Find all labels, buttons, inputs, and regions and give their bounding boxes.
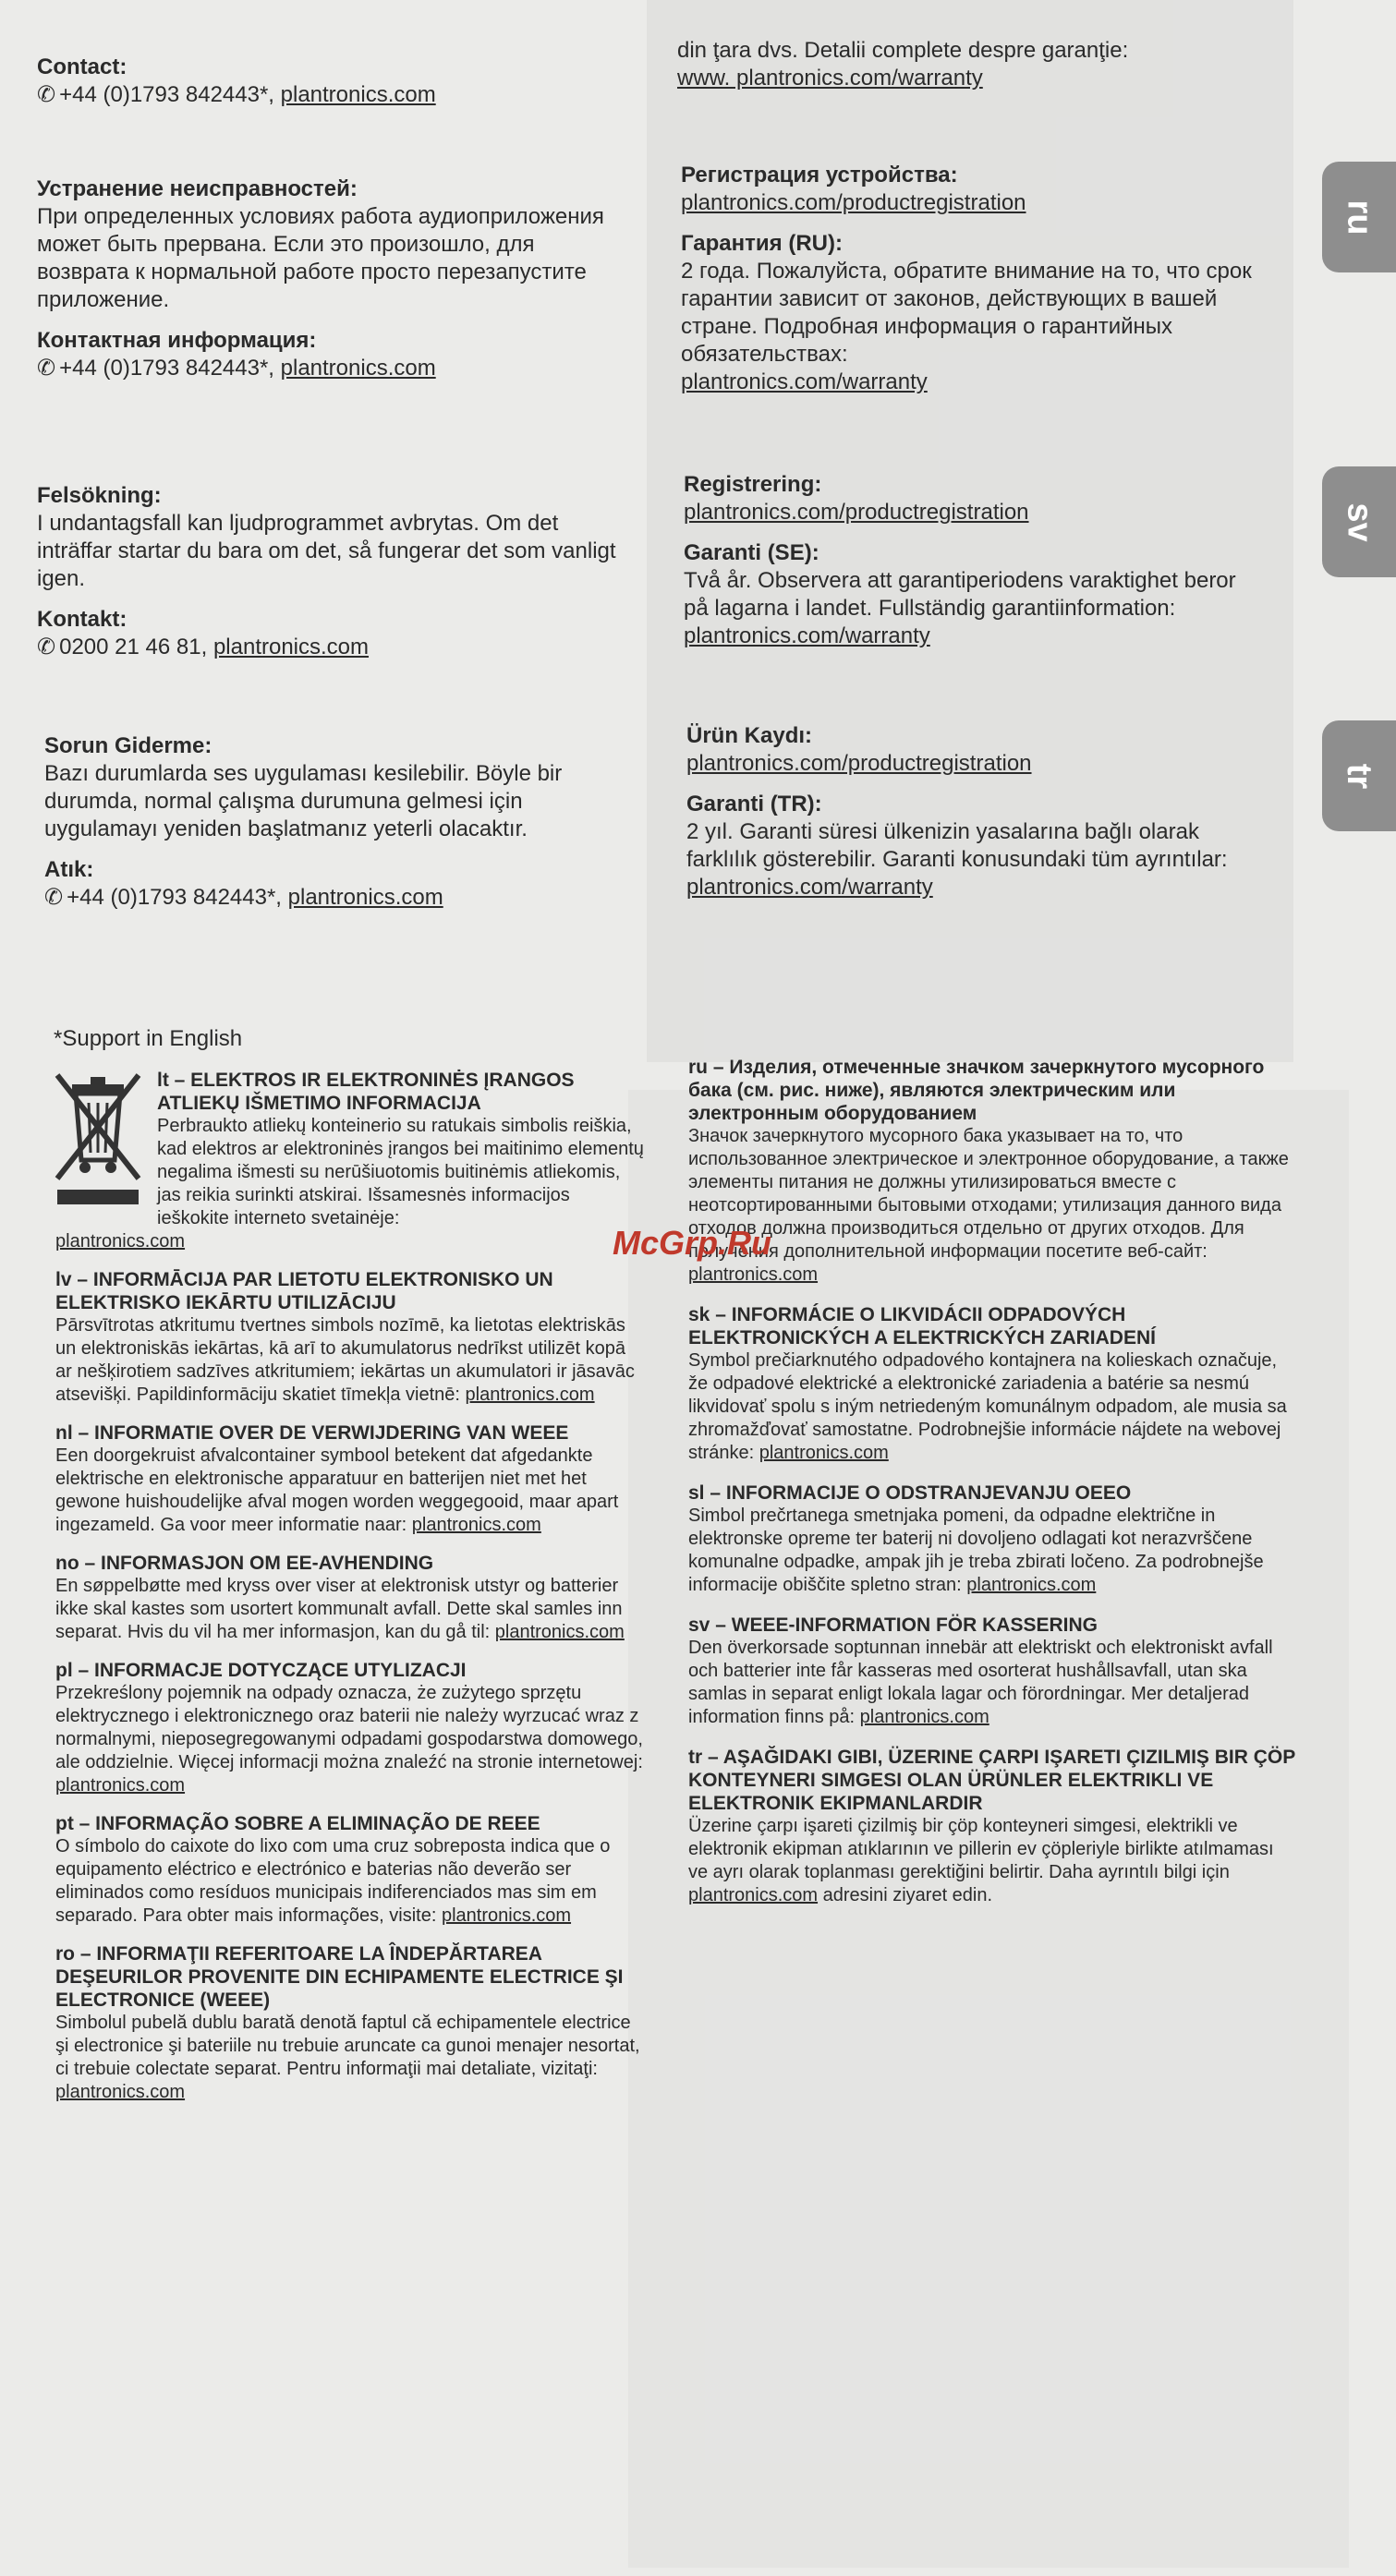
weee-text: Значок зачеркнутого мусорного бака указывает на то, что использованное электрическое и электронное оборудование, а также элементы питания не должны утилизироваться вместе с неотсортированными бытовыми отходами; утилизация данного вида отходов должна производиться отдельно от других отходов. Для получения дополнительной информации посетите веб-сайт:: [688, 1126, 1289, 1262]
registration-link[interactable]: plantronics.com/productregistration: [681, 190, 1026, 215]
weee-section-no: [55, 1552, 647, 1644]
weee-link[interactable]: plantronics.com: [859, 1707, 989, 1727]
weee-text: O símbolo do caixote do lixo com uma cruz sobreposta indica que o equipamento eléctrico e electrónico e baterias não deverão ser eliminados como resíduos municipais indiferenciados mas sim em separado. Para obter mais informações, visite:: [55, 1836, 611, 1926]
phone-icon: ✆: [37, 356, 56, 381]
troubleshooting-sv: [37, 482, 628, 661]
weee-column-left: [55, 1069, 647, 2104]
weee-heading: sl – INFORMACIJE O ODSTRANJEVANJU OEEO: [688, 1482, 1132, 1504]
contact-heading: Atık:: [44, 857, 94, 882]
warranty-text: Två år. Observera att garantiperiodens varaktighet beror på lagarna i landet. Fullständig garantiinformation:: [684, 568, 1236, 621]
weee-text: Simbolul pubelă dublu barată denotă faptul că echipamentele electrice şi electronice şi bateriile nu trebuie aruncate ca gunoi menajer nesortat, ci trebuie colectate separat. Pentru informaţii mai detaliate, vizitaţi:: [55, 2013, 640, 2079]
weee-link[interactable]: plantronics.com: [759, 1443, 889, 1463]
watermark: McGrp.Ru: [613, 1224, 772, 1262]
weee-link[interactable]: plantronics.com: [411, 1515, 541, 1535]
weee-link[interactable]: plantronics.com: [465, 1385, 595, 1405]
weee-text: Den överkorsade soptunnan innebär att elektriskt och elektroniskt avfall och batterier inte får kasseras med osorterat hushållsavfall, utan ska samlas in separat enligt lokala lagar och förordningar. Mer detaljerad information finns på:: [688, 1638, 1273, 1727]
weee-section-lt: [55, 1069, 647, 1230]
weee-heading: ru – Изделия, отмеченные значком зачеркнутого мусорного бака (см. рис. ниже), являются электрическим или электронным оборудованием: [688, 1057, 1265, 1124]
weee-link[interactable]: plantronics.com: [55, 2082, 186, 2102]
weee-section-ru: [688, 1056, 1298, 1287]
tab-tr: [1322, 720, 1396, 831]
phone-icon: ✆: [37, 635, 56, 659]
registration-sv: [684, 471, 1266, 650]
weee-heading: sv – WEEE-INFORMATION FÖR KASSERING: [688, 1615, 1098, 1636]
weee-section-sv: [688, 1614, 1298, 1729]
warranty-heading: Garanti (SE):: [684, 540, 819, 565]
weee-text: Symbol prečiarknutého odpadového kontajnera na kolieskach označuje, že odpadové elektrické a elektronické zariadenia a batérie sa nesmú likvidovať spolu s iným netriedeným komunálnym odpadom, ale musia sa zhromažďovať samostatne. Podrobnejšie informácie nájdete na webovej stránke:: [688, 1350, 1287, 1463]
warranty-heading: Гарантия (RU):: [681, 231, 843, 256]
weee-link[interactable]: plantronics.com: [966, 1575, 1097, 1595]
contact-link[interactable]: plantronics.com: [280, 82, 436, 107]
registration-ru: [681, 162, 1263, 396]
registration-tr: [686, 722, 1269, 901]
weee-heading: nl – INFORMATIE OVER DE VERWIJDERING VAN WEEE: [55, 1422, 569, 1444]
contact-line: [37, 355, 628, 382]
weee-link[interactable]: plantronics.com: [55, 1231, 186, 1252]
support-note: *Support in English: [54, 1026, 243, 1051]
weee-link[interactable]: plantronics.com: [688, 1885, 819, 1905]
warranty-link[interactable]: plantronics.com/warranty: [684, 623, 930, 648]
warranty-link[interactable]: www. plantronics.com/warranty: [677, 66, 983, 91]
contact-block-top: [37, 54, 628, 109]
registration-heading: Ürün Kaydı:: [686, 723, 813, 748]
weee-section-sl: [688, 1482, 1298, 1597]
weee-link[interactable]: plantronics.com: [688, 1264, 819, 1285]
phone-icon: ✆: [37, 82, 56, 107]
registration-heading: Регистрация устройства:: [681, 163, 958, 187]
weee-heading: pl – INFORMACJE DOTYCZĄCE UTYLIZACJI: [55, 1660, 467, 1681]
phone-number: 0200 21 46 81,: [59, 635, 213, 659]
weee-text: Perbraukto atliekų konteinerio su ratukais simbolis reiškia, kad elektros ar elektroninės įrangos bei maitinimo elementų negalima išmesti su nerūšiuotomis buitinėmis atliekomis, jas reikia surinkti atskirai. Išsamesnės informacijos ieškokite interneto svetainėje:: [157, 1116, 644, 1228]
weee-text: Przekreślony pojemnik na odpady oznacza, że zużytego sprzętu elektrycznego i elektronicznego oraz baterii nie należy wyrzucać wraz z normalnymi, nieposegregowanymi odpadami gospodarstwa domowego, ale oddzielnie. Więcej informacji można znaleźć na stronie internetowej:: [55, 1683, 643, 1772]
weee-text: Üzerine çarpı işareti çizilmiş bir çöp konteyneri simgesi, elektrikli ve elektronik ekipman atıklarının ve pillerin ev çöpleriyle birlikte atılmaması ve ayrı olarak toplanması gerektiğini belirtir. Daha ayrıntılı bilgi için: [688, 1816, 1274, 1882]
contact-link[interactable]: plantronics.com: [287, 885, 443, 910]
registration-heading: Registrering:: [684, 472, 822, 497]
contact-heading: Контактная информация:: [37, 328, 317, 353]
troubleshooting-heading: Устранение неисправностей:: [37, 176, 358, 201]
weee-heading: pt – INFORMAÇÃO SOBRE A ELIMINAÇÃO DE REEE: [55, 1813, 540, 1834]
tab-sv: [1322, 466, 1396, 577]
warranty-link[interactable]: plantronics.com/warranty: [686, 875, 933, 900]
phone-icon: ✆: [44, 885, 64, 910]
tab-label: sv: [1340, 502, 1379, 542]
weee-heading: sk – INFORMÁCIE O LIKVIDÁCII ODPADOVÝCH ELEKTRONICKÝCH A ELEKTRICKÝCH ZARIADENÍ: [688, 1304, 1156, 1348]
weee-section-sk: [688, 1303, 1298, 1465]
weee-heading: ro – INFORMAŢII REFERITOARE LA ÎNDEPĂRTAREA DEŞEURILOR PROVENITE DIN ECHIPAMENTE ELECTRICE ŞI ELECTRONICE (WEEE): [55, 1943, 624, 2011]
warranty-text: 2 yıl. Garanti süresi ülkenizin yasalarına bağlı olarak farklılık gösterebilir. Garanti konusundaki tüm ayrıntılar:: [686, 819, 1228, 872]
contact-line: [37, 81, 628, 109]
weee-link[interactable]: plantronics.com: [494, 1622, 625, 1642]
contact-link[interactable]: plantronics.com: [280, 356, 436, 381]
weee-link[interactable]: plantronics.com: [441, 1905, 572, 1926]
weee-section-tr: [688, 1746, 1298, 1907]
troubleshooting-ru: [37, 175, 628, 382]
warranty-text: din ţara dvs. Detalii complete despre garanţie:: [677, 38, 1129, 63]
phone-number: +44 (0)1793 842443*,: [67, 885, 288, 910]
warranty-ro-tail: [677, 37, 1269, 92]
weee-section-nl: [55, 1421, 647, 1537]
weee-section-ro: [55, 1942, 647, 2104]
weee-heading: tr – AŞAĞIDAKI GIBI, ÜZERINE ÇARPI IŞARETI ÇIZILMIŞ BIR ÇÖP KONTEYNERI SIMGESI OLAN ÜRÜNLER ELEKTRIKLI VE ELEKTRONIK EKIPMANLARDIR: [688, 1747, 1295, 1814]
registration-link[interactable]: plantronics.com/productregistration: [684, 500, 1029, 525]
troubleshooting-tr: [44, 732, 636, 912]
registration-link[interactable]: plantronics.com/productregistration: [686, 751, 1032, 776]
tab-label: tr: [1340, 763, 1379, 789]
troubleshooting-text: При определенных условиях работа аудиоприложения может быть прервана. Если это произошло, для возврата к нормальной работе просто перезапустите приложение.: [37, 204, 604, 312]
tab-ru: [1322, 162, 1396, 272]
weee-link[interactable]: plantronics.com: [55, 1775, 186, 1796]
tab-label: ru: [1340, 200, 1379, 235]
weee-column-right: [688, 1056, 1298, 1907]
troubleshooting-heading: Sorun Giderme:: [44, 733, 212, 758]
weee-text: Een doorgekruist afvalcontainer symbool betekent dat afgedankte elektrische en elektronische apparatuur en batterijen niet met het gewone huishoudelijke afval mogen worden weggegooid, maar apart ingezameld. Ga voor meer informatie naar:: [55, 1445, 619, 1535]
weee-text: En søppelbøtte med kryss over viser at elektronisk utstyr og batterier ikke skal kastes som usortert kommunalt avfall. Dette skal samles inn separat. Hvis du vil ha mer informasjon, kan du gå til:: [55, 1576, 623, 1642]
phone-number: +44 (0)1793 842443*,: [59, 82, 281, 107]
troubleshooting-heading: Felsökning:: [37, 483, 162, 508]
weee-section-pl: [55, 1659, 647, 1797]
contact-heading: Kontakt:: [37, 607, 127, 632]
weee-text: Simbol prečrtanega smetnjaka pomeni, da odpadne električne in elektronske opreme ter baterij ni dovoljeno odlagati kot nerazvrščene komunalne odpadke, ampak jih je treba zbirati ločeno. Za podrobnejše informacije obiščite spletno stran:: [688, 1506, 1264, 1595]
warranty-text: 2 года. Пожалуйста, обратите внимание на то, что срок гарантии зависит от законов, действующих в вашей стране. Подробная информация о гарантийных обязательствах:: [681, 259, 1252, 367]
contact-line: [37, 634, 628, 661]
troubleshooting-text: Bazı durumlarda ses uygulaması kesilebilir. Böyle bir durumda, normal çalışma durumuna gelmesi için uygulamayı yeniden başlatmanız yeterli olacaktır.: [44, 761, 563, 841]
warranty-heading: Garanti (TR):: [686, 792, 822, 816]
weee-text-tail: adresini ziyaret edin.: [818, 1885, 993, 1905]
phone-number: +44 (0)1793 842443*,: [59, 356, 281, 381]
troubleshooting-text: I undantagsfall kan ljudprogrammet avbrytas. Om det inträffar startar du bara om det, så fungerar det som vanligt igen.: [37, 511, 616, 591]
weee-text: Pārsvītrotas atkritumu tvertnes simbols nozīmē, ka lietotas elektriskās un elektroniskās iekārtas, kā arī to akumulatorus nedrīkst utilizēt kopā ar nešķirotiem sadzīves atkritumiem; iekārtas un akumulatori ir jāsavāc atsevišķi. Papildinformāciju skatiet tīmekļa vietnē:: [55, 1315, 635, 1405]
contact-line: [44, 884, 636, 912]
contact-link[interactable]: plantronics.com: [212, 635, 370, 659]
contact-heading: Contact:: [37, 54, 127, 79]
weee-heading: lv – INFORMĀCIJA PAR LIETOTU ELEKTRONISKO UN ELEKTRISKO IEKĀRTU UTILIZĀCIJU: [55, 1269, 553, 1313]
weee-heading: lt – ELEKTROS IR ELEKTRONINĖS ĮRANGOS ATLIEKŲ IŠMETIMO INFORMACIJA: [157, 1070, 575, 1114]
weee-heading: no – INFORMASJON OM EE-AVHENDING: [55, 1553, 434, 1574]
warranty-link[interactable]: plantronics.com/warranty: [681, 369, 928, 394]
weee-section-lv: [55, 1268, 647, 1407]
weee-section-pt: [55, 1812, 647, 1928]
